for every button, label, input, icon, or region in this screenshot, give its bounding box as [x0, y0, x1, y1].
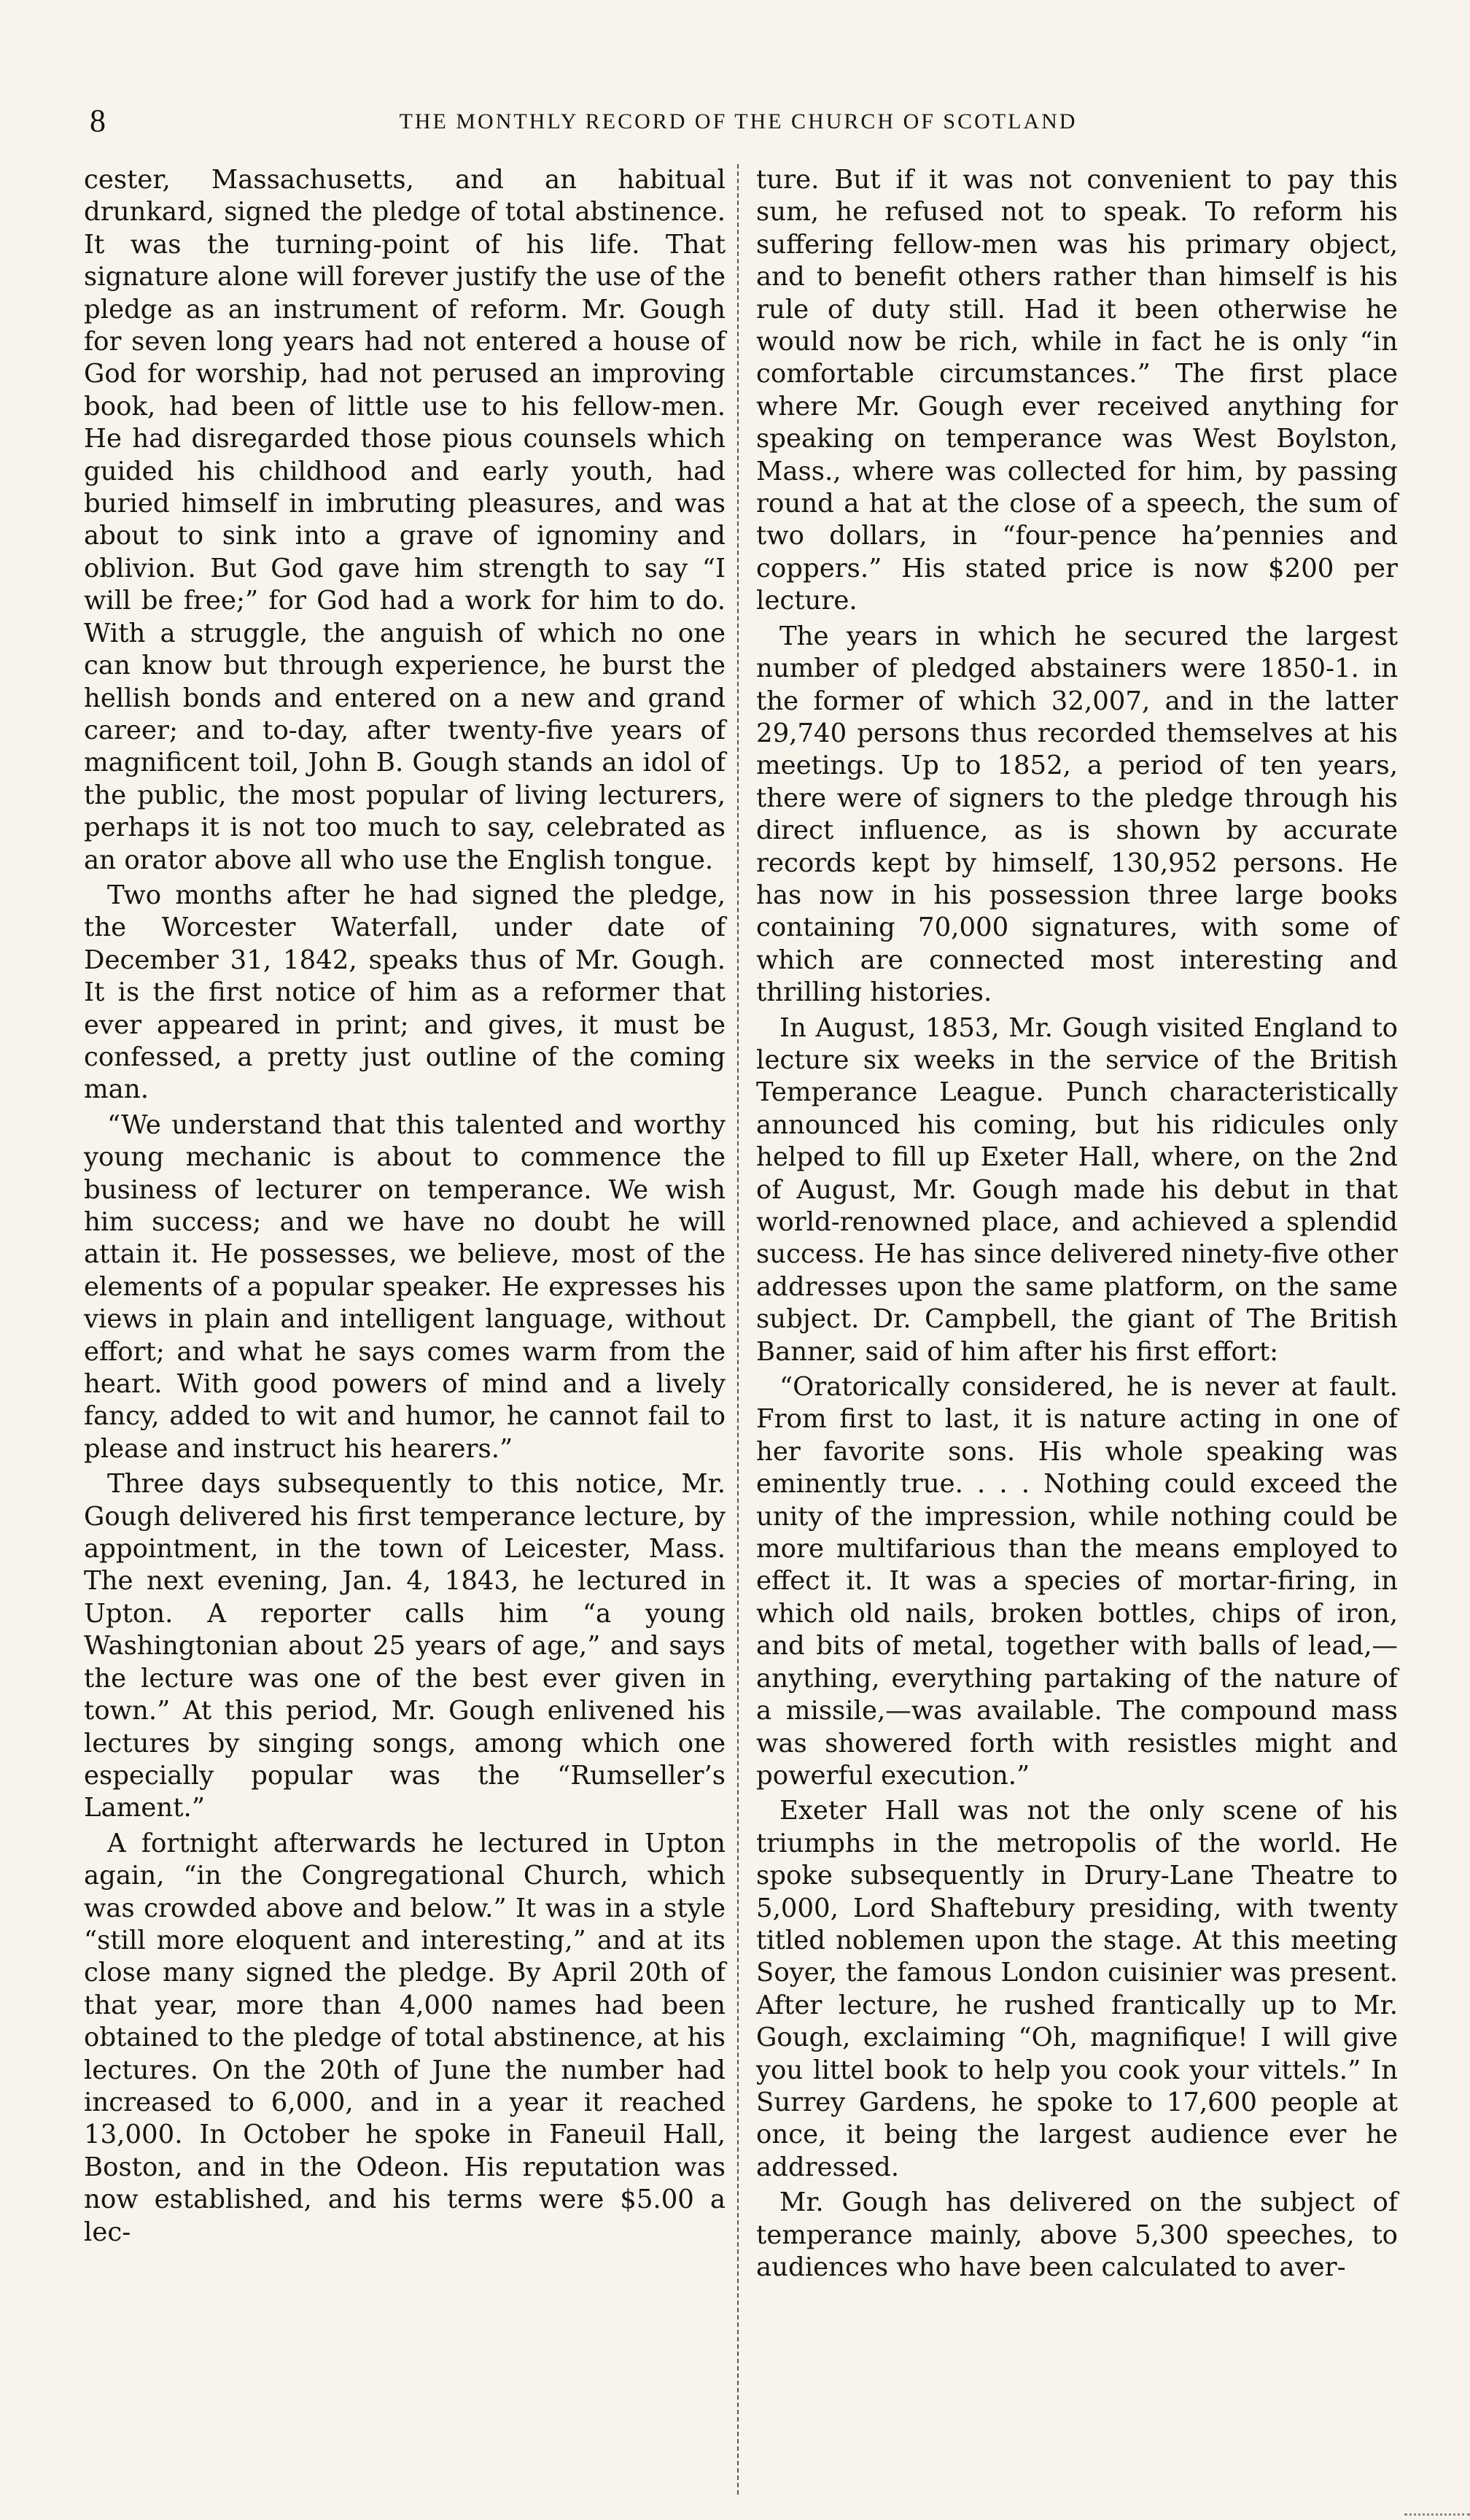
paragraph: The years in which he secured the largest number of pledged abstainers were 1850-1. in the former of which 32,007, and in the latter 29,740 persons thus recorded themselves at his meetings. Up to 1852, a period of ten years, there were of signers to the pledge through his direct influence, as is shown by accurate records kept by himself, 130,952 persons. He has now in his possession three large books containing 70,000 signatures, with some of which are connected most interesting and thrilling histories.	[756, 621, 1398, 1008]
page-header	[84, 102, 1393, 146]
column-divider	[737, 164, 739, 2494]
paragraph: Two months after he had signed the pledge, the Worcester Waterfall, under date of December 31, 1842, speaks thus of Mr. Gough. It is the first notice of him as a reformer that ever appeared in print; and gives, it must be confessed, a pretty just outline of the coming man.	[84, 880, 726, 1105]
paragraph: Mr. Gough has delivered on the subject of temperance mainly, above 5,300 speeches, to audiences who have been calculated to aver-	[756, 2187, 1398, 2282]
paragraph: Three days subsequently to this notice, Mr. Gough delivered his first temperance lecture, by appointment, in the town of Leicester, Mass. The next evening, Jan. 4, 1843, he lectured in Upton. A reporter calls him “a young Washingtonian about 25 years of age,” and says the lecture was one of the best ever given in town.” At this period, Mr. Gough enlivened his lectures by singing songs, among which one especially popular was the “Rumseller’s Lament.”	[84, 1469, 726, 1823]
paragraph: cester, Massachusetts, and an habitual drunkard, signed the pledge of total abstinence. It was the turning-point of his life. That signature alone will forever justify the use of the pledge as an instrument of reform. Mr. Gough for seven long years had not entered a house of God for worship, had not perused an improving book, had been of little use to his fellow-men. He had disregarded those pious counsels which guided his childhood and early youth, had buried himself in imbruting pleasures, and was about to sink into a grave of ignominy and oblivion. But God gave him strength to say “I will be free;” for God had a work for him to do. With a struggle, the anguish of which no one can know but through experience, he burst the hellish bonds and entered on a new and grand career; and to-day, after twenty-five years of magnificent toil, John B. Gough stands an idol of the public, the most popular of living lecturers, perhaps it is not too much to say, celebrated as an orator above all who use the English tongue.	[84, 165, 726, 875]
paragraph: ture. But if it was not convenient to pay this sum, he refused not to speak. To reform his suffering fellow-men was his primary object, and to benefit others rather than himself is his rule of duty still. Had it been otherwise he would now be rich, while in fact he is only “in comfortable circumstances.” The first place where Mr. Gough ever received anything for speaking on temperance was West Boylston, Mass., where was collected for him, by passing round a hat at the close of a speech, the sum of two dollars, in “four-pence ha’pennies and coppers.” His stated price is now $200 per lecture.	[756, 165, 1398, 616]
print-mark	[1404, 2513, 1470, 2519]
quotation-paragraph: “We understand that this talented and worthy young mechanic is about to commence the business of lecturer on temperance. We wish him success; and we have no doubt he will attain it. He possesses, we believe, most of the elements of a popular speaker. He expresses his views in plain and intelligent language, without effort; and what he says comes warm from the heart. With good powers of mind and a lively fancy, added to wit and humor, he cannot fail to please and instruct his hearers.”	[84, 1109, 726, 1464]
paragraph: A fortnight afterwards he lectured in Upton again, “in the Congregational Church, which was crowded above and below.” It was in a style “still more eloquent and interesting,” and at its close many signed the pledge. By April 20th of that year, more than 4,000 names had been obtained to the pledge of total abstinence, at his lectures. On the 20th of June the number had increased to 6,000, and in a year it reached 13,000. In October he spoke in Faneuil Hall, Boston, and in the Odeon. His reputation was now established, and his terms were $5.00 a lec-	[84, 1828, 726, 2247]
quotation-paragraph: “Oratorically considered, he is never at fault. From first to last, it is nature acting in one of her favorite sons. His whole speaking was eminently true. . . . Nothing could exceed the unity of the impression, while nothing could be more multifarious than the means employed to effect it. It was a species of mortar-firing, in which old nails, broken bottles, chips of iron, and bits of metal, together with balls of lead,—anything, everything partaking of the nature of a missile,—was available. The compound mass was showered forth with resistles might and powerful execution.”	[756, 1372, 1398, 1791]
left-column	[84, 164, 726, 2249]
running-head: THE MONTHLY RECORD OF THE CHURCH OF SCOTLAND	[399, 109, 1078, 133]
paragraph: In August, 1853, Mr. Gough visited England to lecture six weeks in the service of the British Temperance League. Punch characteristically announced his coming, but his ridicules only helped to fill up Exeter Hall, where, on the 2nd of August, Mr. Gough made his debut in that world-renowned place, and achieved a splendid success. He has since delivered ninety-five other addresses upon the same platform, on the same subject. Dr. Campbell, the giant of The British Banner, said of him after his first effort:	[756, 1012, 1398, 1367]
right-column	[756, 164, 1398, 2284]
paragraph: Exeter Hall was not the only scene of his triumphs in the metropolis of the world. He spoke subsequently in Drury-Lane Theatre to 5,000, Lord Shaftebury presiding, with twenty titled noblemen upon the stage. At this meeting Soyer, the famous London cuisinier was present. After lecture, he rushed frantically up to Mr. Gough, exclaiming “Oh, magnifique! I will give you littel book to help you cook your vittels.” In Surrey Gardens, he spoke to 17,600 people at once, it being the largest audience ever he addressed.	[756, 1796, 1398, 2182]
page-number: 8	[90, 103, 106, 139]
